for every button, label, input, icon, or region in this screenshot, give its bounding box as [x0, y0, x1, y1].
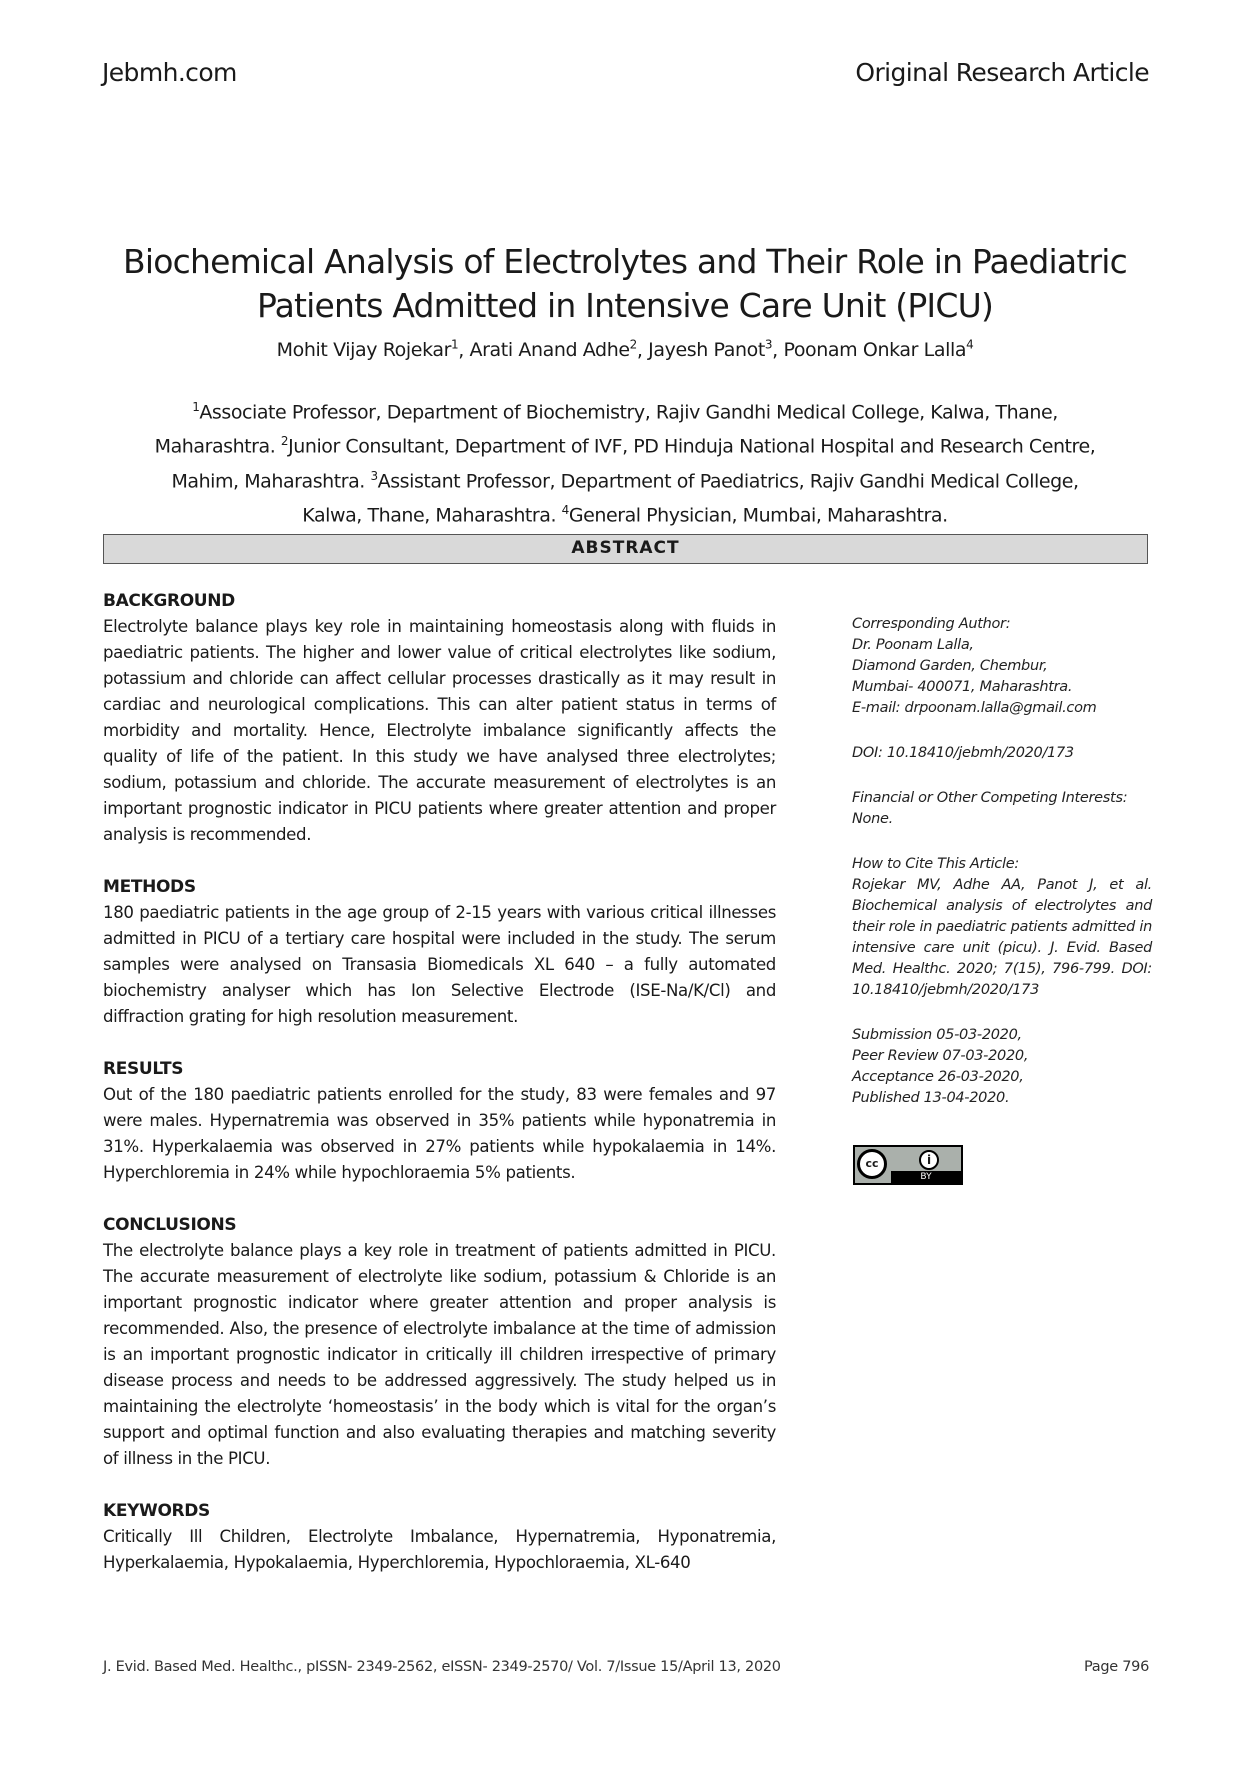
date-published: Published 13-04-2020.	[852, 1090, 1010, 1106]
license-by-label: BY	[891, 1171, 961, 1183]
section-text: The electrolyte balance plays a key role in treatment of patients admitted in PICU. The accurate measurement of electrolyte like sodium, potassium & Chloride is an important prognostic indicator where greater attention and proper analysis is recommended. Also, the presence of electrolyte imbalance at the time of admission is an important prognostic indicator in critically ill children irrespective of primary disease process and needs to be addressed aggressively. The study helped us in maintaining the electrolyte ‘homeostasis’ in the body which is vital for the organ’s support and optimal function and also evaluating therapies and matching severity of illness in the PICU.	[103, 1241, 776, 1468]
section-heading: BACKGROUND	[103, 591, 235, 611]
abstract-body	[103, 588, 776, 1602]
affiliation: General Physician, Mumbai, Maharashtra.	[568, 504, 948, 527]
article-info-sidebar	[852, 614, 1152, 1133]
author-list: Mohit Vijay Rojekar$^1$, Arati Anand Adhe$^2$, Jayesh Panot$^3$, Poonam Onkar Lalla$^4$	[276, 338, 974, 362]
affiliation: Assistant Professor, Department of Paediatrics, Rajiv Gandhi Medical College, Kalwa, Thane, Maharashtra.	[302, 469, 1079, 527]
section-heading: RESULTS	[103, 1059, 184, 1079]
affiliations: $^1$Associate Professor, Department of Biochemistry, Rajiv Gandhi Medical College, Kalwa, Thane, Maharashtra. $^2$Junior Consultant, Department of IVF, PD Hinduja National Hospital and Research Centre, Mahim, Maharashtra. $^3$Assistant Professor, Department of Paediatrics, Rajiv Gandhi Medical College, Kalwa, Thane, Maharashtra. $^4$General Physician, Mumbai, Maharashtra.	[154, 400, 1096, 527]
date-acceptance: Acceptance 26-03-2020,	[852, 1069, 1024, 1085]
footer-citation: J. Evid. Based Med. Healthc., pISSN- 2349-2562, eISSN- 2349-2570/ Vol. 7/Issue 15/April 13, 2020	[103, 1659, 781, 1675]
section-text: 180 paediatric patients in the age group of 2-15 years with various critical illnesses admitted in PICU of a tertiary care hospital were included in the study. The serum samples were analysed on Transasia Biomedicals XL 640 – a fully automated biochemistry analyser which has Ion Selective Electrode (ISE-Na/K/Cl) and diffraction grating for high resolution measurement.	[103, 903, 776, 1026]
section-text: Critically Ill Children, Electrolyte Imbalance, Hypernatremia, Hyponatremia, Hyperkalaemia, Hypokalaemia, Hyperchloremia, Hypochloraemia, XL-640	[103, 1527, 776, 1572]
affiliation: Junior Consultant, Department of IVF, PD Hinduja National Hospital and Research Centre, Mahim, Maharashtra.	[171, 435, 1096, 492]
section-heading: CONCLUSIONS	[103, 1215, 237, 1235]
abstract-section-methods	[103, 874, 776, 1030]
citation-info: How to Cite This Article: Rojekar MV, Adhe AA, Panot J, et al. Biochemical analysis of electrolytes and their role in paediatric patients admitted in intensive care unit (picu). J. Evid. Based Med. Healthc. 2020; 7(15), 796-799. DOI: 10.18410/jebmh/2020/173	[852, 856, 1152, 998]
cc-by-license-badge[interactable]	[853, 1145, 963, 1185]
title-line-2: Patients Admitted in Intensive Care Unit (PICU)	[256, 286, 994, 325]
publication-dates	[852, 1025, 1152, 1109]
creative-commons-icon: cc	[857, 1149, 887, 1179]
article-type: Original Research Article	[855, 58, 1149, 87]
corresponding-author: Corresponding Author: Dr. Poonam Lalla, Diamond Garden, Chembur, Mumbai- 400071, Maharashtra. E-mail: drpoonam.lalla@gmail.com	[852, 614, 1152, 719]
page-number: Page 796	[1084, 1659, 1149, 1675]
date-peer-review: Peer Review 07-03-2020,	[852, 1048, 1029, 1064]
author: Mohit Vijay Rojekar$^1$	[276, 338, 459, 362]
abstract-section-conclusions	[103, 1212, 776, 1472]
author: Jayesh Panot$^3$	[648, 338, 773, 362]
abstract-section-keywords	[103, 1498, 776, 1576]
paper-title	[100, 240, 1150, 328]
email-link[interactable]: E-mail: drpoonam.lalla@gmail.com	[852, 700, 1097, 716]
section-text: Electrolyte balance plays key role in maintaining homeostasis along with fluids in paediatric patients. The higher and lower value of critical electrolytes like sodium, potassium and chloride can affect cellular processes drastically as it may result in cardiac and neurological complications. This can alter patient status in terms of morbidity and mortality. Hence, Electrolyte imbalance significantly affects the quality of life of the patient. In this study we have analysed three electrolytes; sodium, potassium and chloride. The accurate measurement of electrolytes is an important prognostic indicator in PICU patients where greater attention and proper analysis is recommended.	[103, 617, 776, 844]
abstract-section-background	[103, 588, 776, 848]
site-name: Jebmh.com	[102, 58, 237, 87]
title-line-1: Biochemical Analysis of Electrolytes and Their Role in Paediatric	[123, 242, 1127, 281]
author: Arati Anand Adhe$^2$	[469, 338, 637, 362]
date-submission: Submission 05-03-2020,	[852, 1027, 1022, 1043]
attribution-icon: i	[919, 1150, 939, 1170]
abstract-section-results	[103, 1056, 776, 1186]
abstract-heading: ABSTRACT	[103, 534, 1148, 564]
section-heading: METHODS	[103, 877, 196, 897]
author: Poonam Onkar Lalla$^4$	[783, 338, 974, 362]
competing-interests: Financial or Other Competing Interests: None.	[852, 790, 1128, 827]
affiliation: Associate Professor, Department of Biochemistry, Rajiv Gandhi Medical College, Kalwa, Thane, Maharashtra.	[154, 401, 1058, 458]
section-text: Out of the 180 paediatric patients enrolled for the study, 83 were females and 97 were males. Hypernatremia was observed in 35% patients while hyponatremia in 31%. Hyperkalaemia was observed in 27% patients while hypokalaemia in 14%. Hyperchloremia in 24% while hypochloraemia 5% patients.	[103, 1085, 776, 1182]
doi-link[interactable]: DOI: 10.18410/jebmh/2020/173	[852, 745, 1074, 761]
section-heading: KEYWORDS	[103, 1501, 210, 1521]
citation-text: Rojekar MV, Adhe AA, Panot J, et al. Biochemical analysis of electrolytes and their role in paediatric patients admitted in intensive care unit (picu). J. Evid. Based Med. Healthc. 2020; 7(15), 796-799. DOI: 10.18410/jebmh/2020/173	[852, 877, 1152, 998]
doi	[852, 743, 1152, 764]
